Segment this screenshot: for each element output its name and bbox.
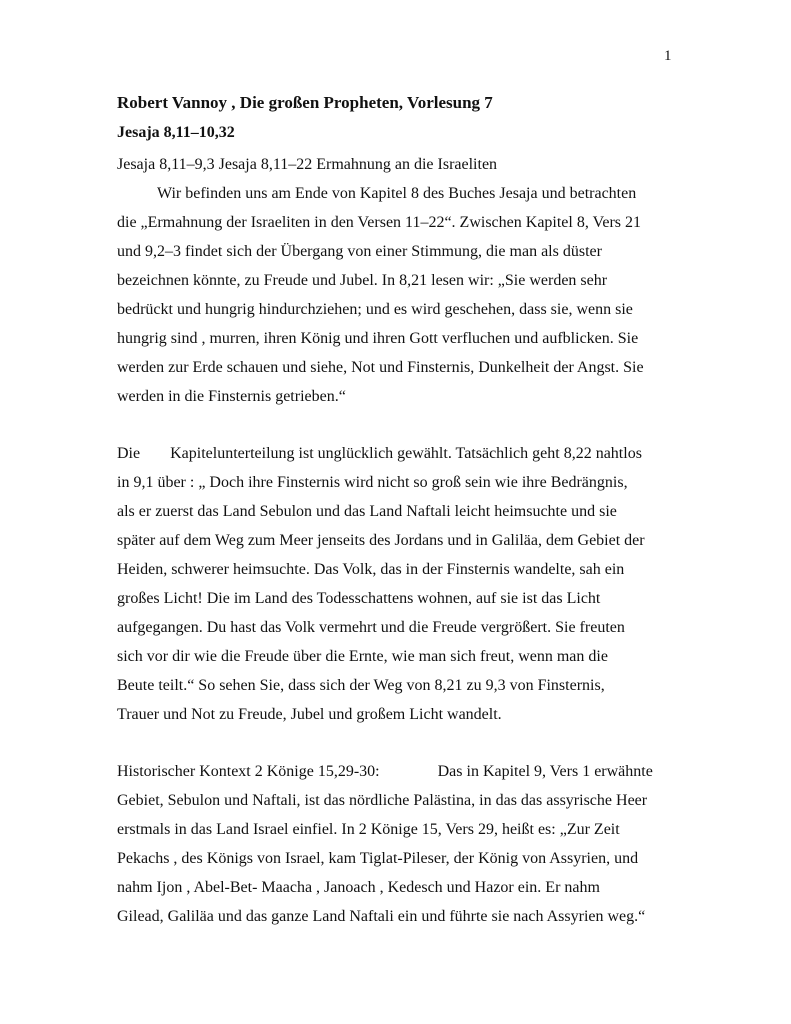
paragraph-first-line [117,439,677,468]
paragraph-line: werden in die Finsternis getrieben.“ [117,388,346,405]
paragraph-first-line [117,757,677,786]
paragraph-line: Pekachs , des Königs von Israel, kam Tiglat-Pileser, der König von Assyrien, und [117,850,639,867]
paragraph-line: Gebiet, Sebulon und Naftali, ist das nördliche Palästina, in das das assyrische Heer [117,792,648,809]
paragraph-line: Gilead, Galiläa und das ganze Land Naftali ein und führte sie nach Assyrien weg.“ [117,908,646,925]
historical-context-label: Historischer Kontext 2 Könige 15,29-30: [117,763,380,780]
paragraph-line: und 9,2–3 findet sich der Übergang von einer Stimmung, die man als düster [117,243,602,260]
document-content [117,90,677,931]
paragraph-line: in 9,1 über : „ Doch ihre Finsternis wird nicht so groß sein wie ihre Bedrängnis, [117,474,628,491]
paragraph-line: Heiden, schwerer heimsuchte. Das Volk, das in der Finsternis wandelte, sah ein [117,561,625,578]
paragraph-line: großes Licht! Die im Land des Todesschattens wohnen, auf sie ist das Licht [117,590,601,607]
paragraph-line: die „Ermahnung der Israeliten in den Versen 11–22“. Zwischen Kapitel 8, Vers 21 [117,214,641,231]
paragraph-line: Trauer und Not zu Freude, Jubel und großem Licht wandelt. [117,706,502,723]
section-heading-line: Jesaja 8,11–9,3 Jesaja 8,11–22 Ermahnung an die Israeliten [117,156,498,173]
paragraph-3 [117,757,677,931]
paragraph-line: später auf dem Weg zum Meer jenseits des Jordans und in Galiläa, dem Gebiet der [117,532,645,549]
page-number: 1 [664,48,672,64]
paragraph-line: bezeichnen könnte, zu Freude und Jubel. In 8,21 lesen wir: „Sie werden sehr [117,272,608,289]
paragraph-first-rest: Kapitelunterteilung ist unglücklich gewählt. Tatsächlich geht 8,22 nahtlos [170,445,642,462]
paragraph-line: werden zur Erde schauen und siehe, Not und Finsternis, Dunkelheit der Angst. Sie [117,359,644,376]
paragraph-line: als er zuerst das Land Sebulon und das Land Naftali leicht heimsuchte und sie [117,503,617,520]
paragraph-line: Wir befinden uns am Ende von Kapitel 8 des Buches Jesaja und betrachten [157,185,637,202]
paragraph-line: aufgegangen. Du hast das Volk vermehrt und die Freude vergrößert. Sie freuten [117,619,625,636]
paragraph-first-word: Die [117,445,141,462]
document-subtitle: Jesaja 8,11–10,32 [117,124,235,141]
paragraph-2 [117,439,677,729]
paragraph-line: hungrig sind , murren, ihren König und ihren Gott verfluchen und aufblicken. Sie [117,330,639,347]
paragraph-line: Beute teilt.“ So sehen Sie, dass sich der Weg von 8,21 zu 9,3 von Finsternis, [117,677,605,694]
paragraph-first-rest: Das in Kapitel 9, Vers 1 erwähnte [437,763,653,780]
paragraph-1 [117,179,677,411]
paragraph-line: bedrückt und hungrig hindurchziehen; und es wird geschehen, dass sie, wenn sie [117,301,633,318]
paragraph-spacer [117,411,677,439]
document-title: Robert Vannoy , Die großen Propheten, Vorlesung 7 [117,93,493,112]
paragraph-line: nahm Ijon , Abel-Bet- Maacha , Janoach , Kedesch und Hazor ein. Er nahm [117,879,600,896]
paragraph-line: erstmals in das Land Israel einfiel. In 2 Könige 15, Vers 29, heißt es: „Zur Zeit [117,821,620,838]
paragraph-line: sich vor dir wie die Freude über die Ernte, wie man sich freut, wenn man die [117,648,608,665]
paragraph-spacer [117,729,677,757]
